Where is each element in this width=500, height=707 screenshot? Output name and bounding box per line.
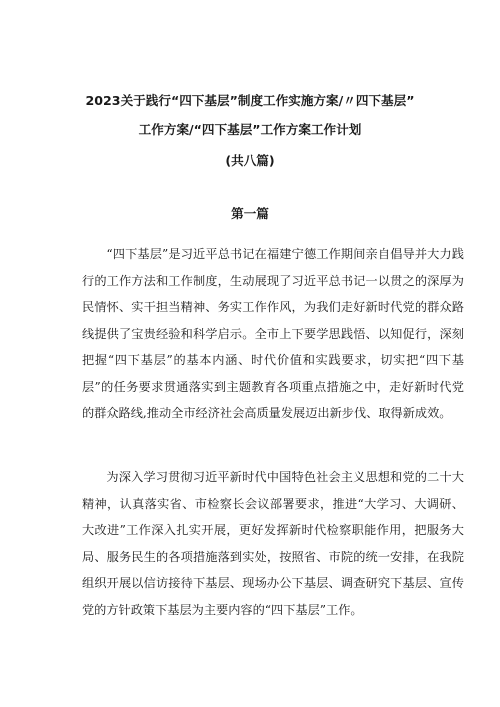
section-heading: 第一篇: [231, 206, 269, 221]
document-title-line-1: 2023关于践行“四下基层”制度工作实施方案/〃四下基层”: [85, 93, 415, 108]
body-paragraph-1: “四下基层”是习近平总书记在福建宁德工作期间亲自倡导并大力践行的工作方法和工作制度，生动展现了习近平总书记一以贯之的深厚为民情怀、实干担当精神、务实工作作风，为我们走好新时代党的群众路线提供了宝贵经验和科学启示。全市上下要学思践悟、以知促行，深刻把握“四下基层”的基本内涵、时代价值和实践要求，切实把“四下基层”的任务要求贯通落实到主题教育各项重点措施之中，走好新时代党的群众路线,推动全市经济社会高质量发展迈出新步伐、取得新成效。: [82, 247, 464, 420]
body-paragraph-2: 为深入学习贯彻习近平新时代中国特色社会主义思想和党的二十大精神，认真落实省、市检察长会议部署要求，推进“大学习、大调研、大改进”工作深入扎实开展，更好发挥新时代检察职能作用，把服务大局、服务民生的各项措施落到实处，按照省、市院的统一安排，在我院组织开展以信访接待下基层、现场办公下基层、调查研究下基层、宣传党的方针政策下基层为主要内容的“四下基层”工作。: [82, 470, 464, 617]
document-title-line-2: 工作方案/“四下基层”工作方案工作计划: [138, 122, 362, 137]
document-subtitle: (共八篇): [225, 153, 275, 168]
